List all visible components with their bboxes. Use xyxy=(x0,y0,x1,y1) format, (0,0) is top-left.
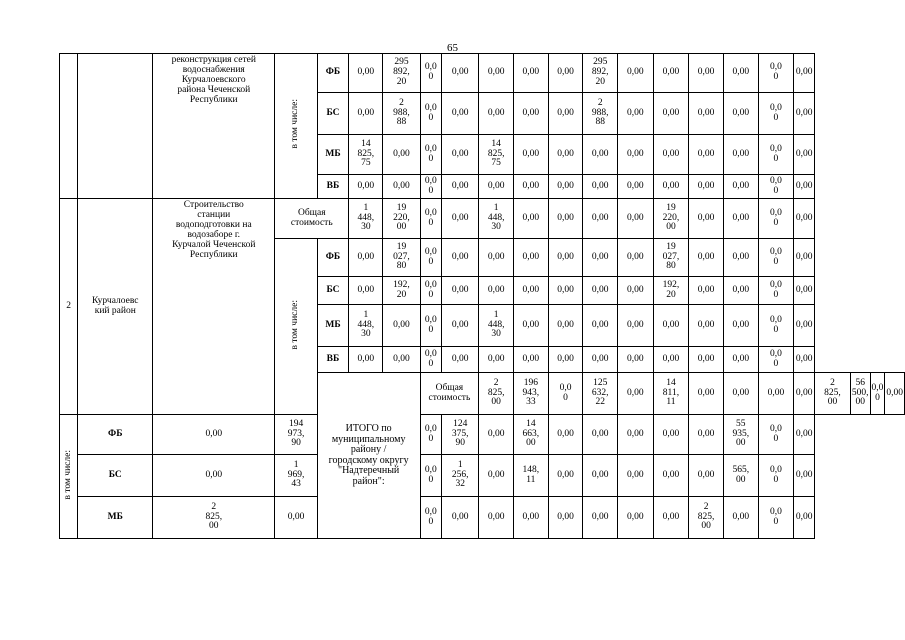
source-label: МБ xyxy=(317,305,348,347)
value-cell: 124 375, 90 xyxy=(442,415,479,455)
value-cell: 0,00 xyxy=(794,239,815,277)
value-cell: 0,0 0 xyxy=(420,54,442,93)
value-cell: 0,00 xyxy=(723,135,758,175)
value-cell: 0,00 xyxy=(618,497,654,539)
table-row xyxy=(60,455,905,497)
value-cell: 0,00 xyxy=(653,415,689,455)
value-cell: 0,00 xyxy=(442,135,479,175)
value-cell: 0,00 xyxy=(618,347,654,373)
value-cell: 0,00 xyxy=(689,175,724,199)
value-cell: 14 825, 75 xyxy=(349,135,383,175)
value-cell: 0,00 xyxy=(383,305,420,347)
value-cell: 0,0 0 xyxy=(420,347,442,373)
value-cell: 0,0 0 xyxy=(758,175,794,199)
value-cell: 0,0 0 xyxy=(758,54,794,93)
value-cell: 295 892, 20 xyxy=(383,54,420,93)
value-cell: 0,00 xyxy=(794,497,815,539)
value-cell: 0,00 xyxy=(794,455,815,497)
value-cell: 0,00 xyxy=(548,347,583,373)
value-cell: 0,00 xyxy=(618,54,654,93)
source-label: ВБ xyxy=(317,175,348,199)
value-cell: 14 825, 75 xyxy=(479,135,514,175)
in-that-number-text: в том числе: xyxy=(290,299,301,350)
value-cell: 0,00 xyxy=(794,93,815,135)
value-cell: 1 256, 32 xyxy=(442,455,479,497)
value-cell: 0,00 xyxy=(689,347,724,373)
value-cell: 0,00 xyxy=(653,455,689,497)
value-cell: 0,00 xyxy=(513,497,548,539)
value-cell: 194 973, 90 xyxy=(275,415,317,455)
value-cell: 2 825, 00 xyxy=(689,497,724,539)
value-cell: 0,00 xyxy=(479,415,514,455)
source-label: МБ xyxy=(317,135,348,175)
value-cell: 19 220, 00 xyxy=(383,199,420,239)
value-cell: 0,00 xyxy=(349,347,383,373)
value-cell: 0,0 0 xyxy=(758,347,794,373)
value-cell: 0,00 xyxy=(548,93,583,135)
value-cell: 14 663, 00 xyxy=(513,415,548,455)
value-cell: 0,00 xyxy=(653,54,689,93)
value-cell: 0,00 xyxy=(794,135,815,175)
value-cell: 0,00 xyxy=(513,347,548,373)
value-cell: 0,00 xyxy=(723,175,758,199)
value-cell: 0,00 xyxy=(583,455,618,497)
value-cell: 0,00 xyxy=(513,175,548,199)
value-cell: 0,00 xyxy=(794,199,815,239)
value-cell: 0,00 xyxy=(653,305,689,347)
value-cell: 0,00 xyxy=(653,347,689,373)
value-cell: 0,0 0 xyxy=(420,199,442,239)
value-cell: 0,0 0 xyxy=(420,497,442,539)
value-cell: 0,00 xyxy=(723,199,758,239)
value-cell: 0,00 xyxy=(618,175,654,199)
value-cell: 0,00 xyxy=(442,497,479,539)
value-cell: 0,0 0 xyxy=(758,199,794,239)
value-cell: 0,0 0 xyxy=(758,93,794,135)
value-cell: 565, 00 xyxy=(723,455,758,497)
total-label: Общая стоимость xyxy=(420,373,479,415)
value-cell: 1 448, 30 xyxy=(479,305,514,347)
object-name-cell: Строительство станции водоподготовки на водозаборе г. Курчалой Чеченской Республики xyxy=(153,199,275,415)
value-cell: 0,0 0 xyxy=(420,415,442,455)
value-cell: 0,00 xyxy=(689,93,724,135)
value-cell: 0,0 0 xyxy=(420,93,442,135)
value-cell: 1 448, 30 xyxy=(349,305,383,347)
value-cell: 0,0 0 xyxy=(420,277,442,305)
value-cell: 0,00 xyxy=(383,347,420,373)
in-that-number-text: в том числе: xyxy=(62,449,73,500)
total-label: Общая стоимость xyxy=(275,199,349,239)
value-cell: 0,00 xyxy=(513,239,548,277)
value-cell: 0,00 xyxy=(548,305,583,347)
value-cell: 0,00 xyxy=(794,175,815,199)
value-cell: 0,00 xyxy=(442,54,479,93)
value-cell: 0,00 xyxy=(548,415,583,455)
value-cell: 0,00 xyxy=(479,93,514,135)
value-cell: 0,00 xyxy=(442,93,479,135)
in-that-number-label xyxy=(60,415,78,539)
value-cell: 0,00 xyxy=(794,277,815,305)
value-cell: 0,0 0 xyxy=(758,455,794,497)
object-name-cell: реконструкция сетей водоснабжения Курчалоевского района Чеченской Республики xyxy=(153,54,275,199)
value-cell: 0,00 xyxy=(689,199,724,239)
value-cell: 0,00 xyxy=(618,239,654,277)
value-cell: 0,00 xyxy=(794,305,815,347)
value-cell: 0,0 0 xyxy=(758,497,794,539)
value-cell: 196 943, 33 xyxy=(513,373,548,415)
value-cell: 0,00 xyxy=(479,277,514,305)
value-cell: 0,00 xyxy=(548,455,583,497)
value-cell: 0,00 xyxy=(723,347,758,373)
source-label: БС xyxy=(78,455,153,497)
value-cell: 0,00 xyxy=(794,373,815,415)
table-row xyxy=(60,415,905,455)
value-cell: 0,00 xyxy=(583,175,618,199)
value-cell: 148, 11 xyxy=(513,455,548,497)
value-cell: 0,00 xyxy=(689,305,724,347)
source-label: МБ xyxy=(78,497,153,539)
value-cell: 0,00 xyxy=(479,239,514,277)
value-cell: 0,00 xyxy=(479,497,514,539)
value-cell: 0,00 xyxy=(349,239,383,277)
value-cell: 0,00 xyxy=(513,277,548,305)
page-number: 65 xyxy=(447,42,458,54)
value-cell: 0,00 xyxy=(618,415,654,455)
value-cell: 0,00 xyxy=(618,305,654,347)
value-cell: 0,0 0 xyxy=(420,239,442,277)
value-cell: 0,00 xyxy=(689,277,724,305)
value-cell: 2 825, 00 xyxy=(815,373,851,415)
value-cell: 0,00 xyxy=(583,497,618,539)
value-cell: 0,00 xyxy=(653,175,689,199)
value-cell: 0,0 0 xyxy=(420,455,442,497)
value-cell: 0,00 xyxy=(479,347,514,373)
value-cell: 0,0 0 xyxy=(758,305,794,347)
value-cell: 0,00 xyxy=(548,199,583,239)
number-cell xyxy=(60,54,78,199)
value-cell: 0,00 xyxy=(618,135,654,175)
value-cell: 0,00 xyxy=(758,373,794,415)
value-cell: 0,0 0 xyxy=(420,305,442,347)
value-cell: 0,00 xyxy=(653,497,689,539)
value-cell: 0,00 xyxy=(618,455,654,497)
value-cell: 19 027, 80 xyxy=(383,239,420,277)
value-cell: 0,00 xyxy=(723,497,758,539)
value-cell: 0,00 xyxy=(689,239,724,277)
value-cell: 125 632, 22 xyxy=(583,373,618,415)
value-cell: 0,00 xyxy=(723,54,758,93)
number-cell: 2 xyxy=(60,199,78,415)
value-cell: 0,00 xyxy=(548,277,583,305)
value-cell: 2 988, 88 xyxy=(583,93,618,135)
value-cell: 56 500, 00 xyxy=(850,373,870,415)
table-row xyxy=(60,54,905,93)
value-cell: 0,0 0 xyxy=(758,135,794,175)
value-cell: 0,0 0 xyxy=(420,135,442,175)
value-cell: 0,00 xyxy=(689,373,724,415)
value-cell: 0,00 xyxy=(275,497,317,539)
in-that-number-label xyxy=(275,54,317,199)
value-cell: 0,00 xyxy=(583,347,618,373)
source-label: ФБ xyxy=(78,415,153,455)
value-cell: 0,00 xyxy=(479,455,514,497)
value-cell: 0,00 xyxy=(349,54,383,93)
value-cell: 0,00 xyxy=(153,455,275,497)
value-cell: 0,00 xyxy=(442,305,479,347)
value-cell: 0,0 0 xyxy=(420,175,442,199)
value-cell: 0,00 xyxy=(548,54,583,93)
source-label: ФБ xyxy=(317,239,348,277)
value-cell: 0,00 xyxy=(618,277,654,305)
value-cell: 1 448, 30 xyxy=(479,199,514,239)
in-that-number-text: в том числе: xyxy=(290,99,301,149)
value-cell: 192, 20 xyxy=(383,277,420,305)
value-cell: 0,00 xyxy=(583,135,618,175)
value-cell: 0,00 xyxy=(442,239,479,277)
district-cell xyxy=(78,54,153,199)
value-cell: 0,00 xyxy=(548,239,583,277)
value-cell: 0,00 xyxy=(794,415,815,455)
value-cell: 0,0 0 xyxy=(548,373,583,415)
value-cell: 0,00 xyxy=(442,277,479,305)
value-cell: 0,00 xyxy=(723,239,758,277)
value-cell: 0,00 xyxy=(689,415,724,455)
value-cell: 0,00 xyxy=(479,175,514,199)
value-cell: 0,00 xyxy=(383,135,420,175)
value-cell: 0,00 xyxy=(723,305,758,347)
value-cell: 0,00 xyxy=(513,305,548,347)
value-cell: 0,00 xyxy=(583,415,618,455)
value-cell: 0,0 0 xyxy=(758,415,794,455)
value-cell: 14 811, 11 xyxy=(653,373,689,415)
value-cell: 0,0 0 xyxy=(870,373,885,415)
value-cell: 0,00 xyxy=(618,199,654,239)
value-cell: 0,00 xyxy=(723,93,758,135)
value-cell: 2 988, 88 xyxy=(383,93,420,135)
value-cell: 0,00 xyxy=(479,54,514,93)
value-cell: 0,00 xyxy=(442,199,479,239)
value-cell: 0,00 xyxy=(689,455,724,497)
table-body xyxy=(60,54,905,539)
value-cell: 1 969, 43 xyxy=(275,455,317,497)
value-cell: 0,00 xyxy=(513,93,548,135)
value-cell: 0,00 xyxy=(653,93,689,135)
value-cell: 0,00 xyxy=(513,135,548,175)
value-cell: 295 892, 20 xyxy=(583,54,618,93)
in-that-number-label xyxy=(275,239,317,415)
value-cell: 0,0 0 xyxy=(758,239,794,277)
source-label: ВБ xyxy=(317,347,348,373)
value-cell: 0,00 xyxy=(794,347,815,373)
value-cell: 0,00 xyxy=(618,373,654,415)
value-cell: 0,00 xyxy=(442,347,479,373)
table-row xyxy=(60,199,905,239)
value-cell: 0,00 xyxy=(513,199,548,239)
value-cell: 0,00 xyxy=(349,277,383,305)
value-cell: 0,00 xyxy=(583,239,618,277)
value-cell: 0,00 xyxy=(349,175,383,199)
value-cell: 0,00 xyxy=(723,277,758,305)
value-cell: 0,00 xyxy=(548,497,583,539)
value-cell: 0,00 xyxy=(794,54,815,93)
value-cell: 0,00 xyxy=(442,175,479,199)
value-cell: 0,00 xyxy=(548,175,583,199)
value-cell: 0,00 xyxy=(349,93,383,135)
value-cell: 0,00 xyxy=(583,305,618,347)
value-cell: 192, 20 xyxy=(653,277,689,305)
value-cell: 0,0 0 xyxy=(758,277,794,305)
source-label: БС xyxy=(317,277,348,305)
value-cell: 0,00 xyxy=(618,93,654,135)
value-cell: 0,00 xyxy=(689,135,724,175)
table-row xyxy=(60,497,905,539)
value-cell: 0,00 xyxy=(383,175,420,199)
source-label: ФБ xyxy=(317,54,348,93)
value-cell: 2 825, 00 xyxy=(153,497,275,539)
value-cell: 0,00 xyxy=(153,415,275,455)
value-cell: 0,00 xyxy=(583,199,618,239)
value-cell: 19 220, 00 xyxy=(653,199,689,239)
value-cell: 0,00 xyxy=(885,373,905,415)
source-label: БС xyxy=(317,93,348,135)
budget-table xyxy=(59,53,905,539)
value-cell: 1 448, 30 xyxy=(349,199,383,239)
district-cell: Курчалоевс кий район xyxy=(78,199,153,415)
value-cell: 2 825, 00 xyxy=(479,373,514,415)
value-cell: 55 935, 00 xyxy=(723,415,758,455)
value-cell: 0,00 xyxy=(583,277,618,305)
value-cell: 0,00 xyxy=(723,373,758,415)
value-cell: 0,00 xyxy=(548,135,583,175)
value-cell: 0,00 xyxy=(689,54,724,93)
value-cell: 0,00 xyxy=(513,54,548,93)
totals-label-cell: ИТОГО по муниципальному району / городскому округу "Надтеречный район": xyxy=(317,373,420,539)
value-cell: 19 027, 80 xyxy=(653,239,689,277)
value-cell: 0,00 xyxy=(653,135,689,175)
